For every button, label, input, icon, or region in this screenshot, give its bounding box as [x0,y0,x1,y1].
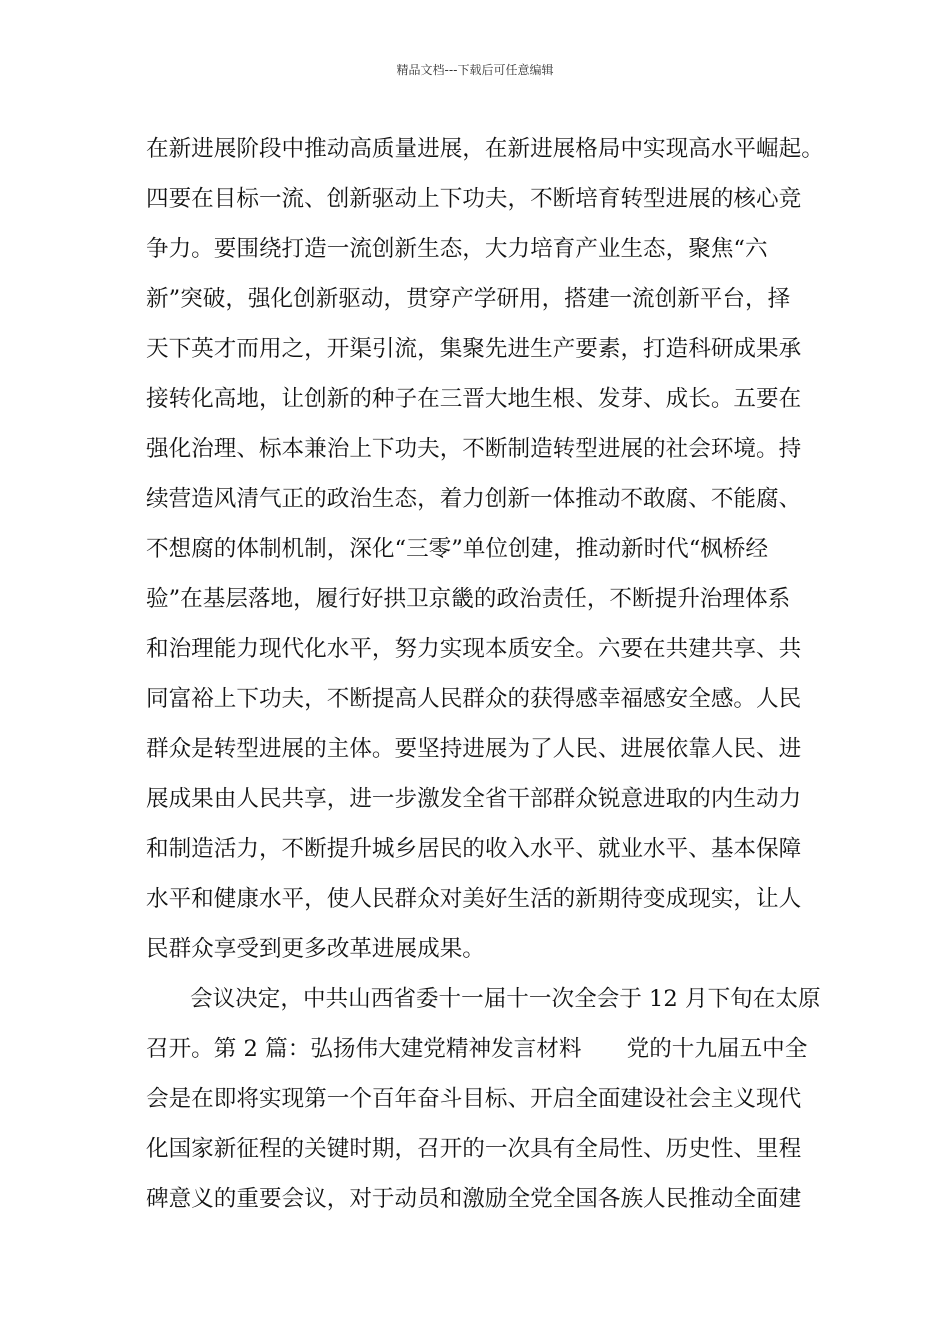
text-line: 强化治理、标本兼治上下功夫，不断制造转型进展的社会环境。持 [146,436,802,462]
text-line: 在新进展阶段中推动高质量进展，在新进展格局中实现高水平崛起。 [146,136,824,162]
text-line: 不想腐的体制机制，深化“三零”单位创建，推动新时代“枫桥经 [146,536,769,562]
text-line: 化国家新征程的关键时期，召开的一次具有全局性、历史性、里程 [146,1136,802,1162]
text-line: 水平和健康水平，使人民群众对美好生活的新期待变成现实，让人 [146,886,802,912]
text-line: 接转化高地，让创新的种子在三晋大地生根、发芽、成长。五要在 [146,386,802,412]
text-line: 和治理能力现代化水平，努力实现本质安全。六要在共建共享、共 [146,636,802,662]
text-line: 四要在目标一流、创新驱动上下功夫，不断培育转型进展的核心竞 [146,186,802,212]
text-line: 碑意义的重要会议，对于动员和激励全党全国各族人民推动全面建 [146,1186,802,1212]
text-line: 会是在即将实现第一个百年奋斗目标、开启全面建设社会主义现代 [146,1086,802,1112]
text-line: 展成果由人民共享，进一步激发全省干部群众锐意进取的内生动力 [146,786,802,812]
text-line: 天下英才而用之，开渠引流，集聚先进生产要素，打造科研成果承 [146,336,802,362]
text-line: 争力。要围绕打造一流创新生态，大力培育产业生态，聚焦“六 [146,236,768,262]
text-line: 续营造风清气正的政治生态，着力创新一体推动不敢腐、不能腐、 [146,486,802,512]
text-line: 同富裕上下功夫，不断提高人民群众的获得感幸福感安全感。人民 [146,686,802,712]
text-line: 民群众享受到更多改革进展成果。 [146,936,485,962]
page-header: 精品文档---下载后可任意编辑 [396,63,554,77]
text-line: 和制造活力，不断提升城乡居民的收入水平、就业水平、基本保障 [146,836,802,862]
document-body [146,128,826,1228]
text-line: 群众是转型进展的主体。要坚持进展为了人民、进展依靠人民、进 [146,736,802,762]
paragraph-start-line: 会议决定，中共山西省委十一届十一次全会于 12 月下旬在太原 [190,986,821,1012]
text-line: 召开。第 2 篇：弘扬伟大建党精神发言材料 党的十九届五中全 [146,1036,808,1062]
text-line: 验”在基层落地，履行好拱卫京畿的政治责任，不断提升治理体系 [146,586,791,612]
text-line: 新”突破，强化创新驱动，贯穿产学研用，搭建一流创新平台，择 [146,286,791,312]
